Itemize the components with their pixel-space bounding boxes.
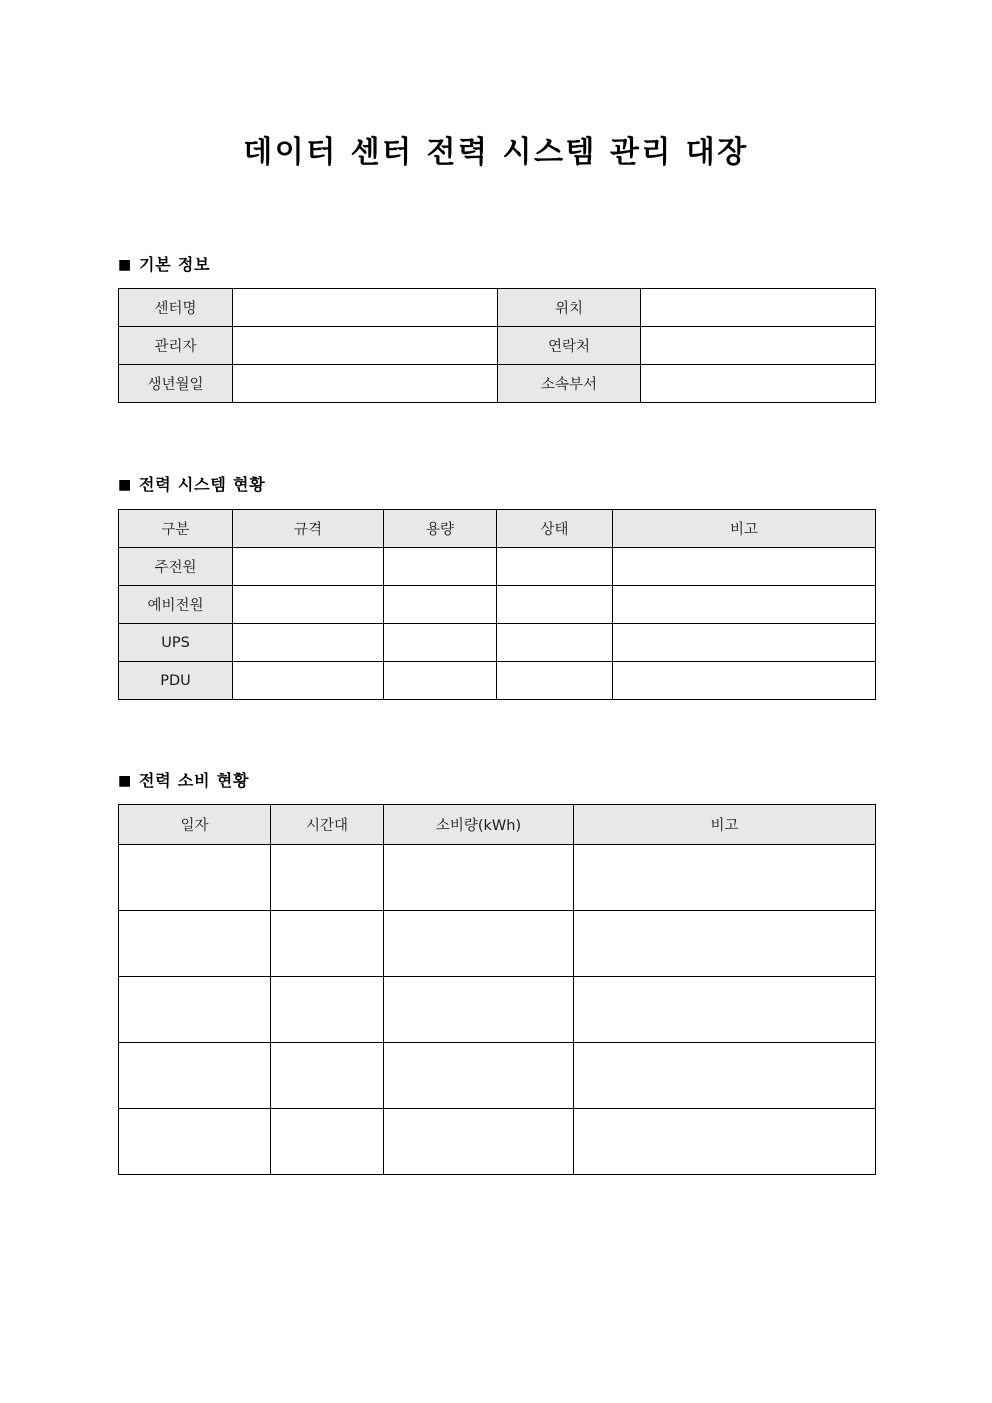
basic-value-center-name[interactable] [233,289,498,327]
consumption-timeslot-4[interactable] [271,1043,384,1109]
system-spec-main-power[interactable] [233,548,384,586]
consumption-amount-5[interactable] [384,1109,574,1175]
consumption-date-4[interactable] [119,1043,271,1109]
power-system-table [118,509,876,700]
system-capacity-ups[interactable] [384,624,497,662]
consumption-header-timeslot: 시간대 [271,805,384,845]
system-header-note: 비고 [613,510,876,548]
consumption-header-amount: 소비량(kWh) [384,805,574,845]
system-status-backup-power[interactable] [497,586,613,624]
system-note-backup-power[interactable] [613,586,876,624]
system-header-category: 구분 [119,510,233,548]
consumption-date-1[interactable] [119,845,271,911]
square-bullet-icon: ■ [118,257,133,273]
system-spec-ups[interactable] [233,624,384,662]
consumption-note-4[interactable] [574,1043,876,1109]
basic-value-manager[interactable] [233,327,498,365]
section-heading-power-system-label: 전력 시스템 현황 [139,475,266,494]
table-row [119,586,876,624]
system-header-capacity: 용량 [384,510,497,548]
system-category-main-power: 주전원 [119,548,233,586]
system-note-ups[interactable] [613,624,876,662]
consumption-note-2[interactable] [574,911,876,977]
section-heading-power-system [118,472,266,495]
consumption-amount-4[interactable] [384,1043,574,1109]
section-heading-power-consumption [118,768,249,791]
basic-value-contact[interactable] [641,327,876,365]
system-category-ups: UPS [119,624,233,662]
system-status-pdu[interactable] [497,662,613,700]
table-row [119,662,876,700]
table-row [119,624,876,662]
system-status-ups[interactable] [497,624,613,662]
system-category-pdu: PDU [119,662,233,700]
consumption-header-note: 비고 [574,805,876,845]
table-row [119,289,876,327]
consumption-note-5[interactable] [574,1109,876,1175]
consumption-date-3[interactable] [119,977,271,1043]
square-bullet-icon: ■ [118,773,133,789]
basic-info-table [118,288,876,403]
system-category-backup-power: 예비전원 [119,586,233,624]
basic-label-birthdate: 생년월일 [119,365,233,403]
system-header-spec: 규격 [233,510,384,548]
consumption-timeslot-3[interactable] [271,977,384,1043]
section-heading-basic-info-label: 기본 정보 [139,255,211,274]
page-title: 데이터 센터 전력 시스템 관리 대장 [243,135,749,170]
system-note-pdu[interactable] [613,662,876,700]
basic-label-manager: 관리자 [119,327,233,365]
basic-label-department: 소속부서 [498,365,641,403]
basic-value-location[interactable] [641,289,876,327]
system-note-main-power[interactable] [613,548,876,586]
consumption-note-3[interactable] [574,977,876,1043]
system-status-main-power[interactable] [497,548,613,586]
system-capacity-main-power[interactable] [384,548,497,586]
consumption-note-1[interactable] [574,845,876,911]
basic-label-contact: 연락처 [498,327,641,365]
power-consumption-table [118,804,876,1175]
square-bullet-icon: ■ [118,477,133,493]
table-row [119,845,876,911]
section-heading-basic-info [118,252,210,275]
consumption-timeslot-2[interactable] [271,911,384,977]
basic-value-birthdate[interactable] [233,365,498,403]
table-row [119,977,876,1043]
table-row [119,327,876,365]
section-heading-power-consumption-label: 전력 소비 현황 [139,771,250,790]
consumption-timeslot-5[interactable] [271,1109,384,1175]
table-row [119,1043,876,1109]
consumption-amount-3[interactable] [384,977,574,1043]
table-row [119,365,876,403]
consumption-amount-2[interactable] [384,911,574,977]
table-row [119,911,876,977]
table-row [119,548,876,586]
consumption-date-2[interactable] [119,911,271,977]
consumption-header-date: 일자 [119,805,271,845]
consumption-date-5[interactable] [119,1109,271,1175]
system-spec-backup-power[interactable] [233,586,384,624]
basic-value-department[interactable] [641,365,876,403]
table-header-row [119,510,876,548]
consumption-amount-1[interactable] [384,845,574,911]
basic-label-location: 위치 [498,289,641,327]
system-capacity-backup-power[interactable] [384,586,497,624]
table-row [119,1109,876,1175]
basic-label-center-name: 센터명 [119,289,233,327]
system-header-status: 상태 [497,510,613,548]
consumption-timeslot-1[interactable] [271,845,384,911]
system-spec-pdu[interactable] [233,662,384,700]
system-capacity-pdu[interactable] [384,662,497,700]
table-header-row [119,805,876,845]
